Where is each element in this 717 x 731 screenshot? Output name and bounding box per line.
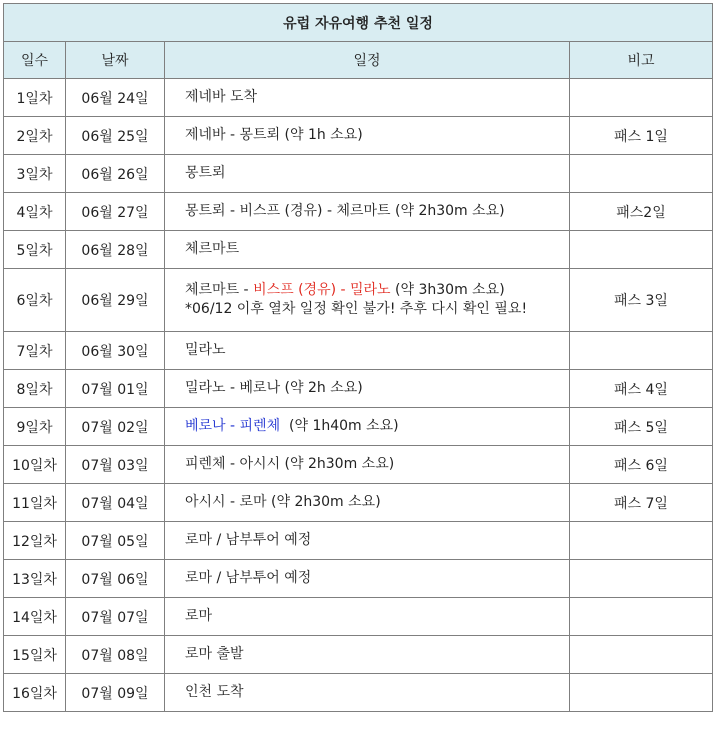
table-row (4, 408, 713, 446)
cell-day: 7일차 (4, 332, 66, 370)
schedule-highlight-red: 비스프 (경유) - 밀라노 (253, 282, 391, 298)
schedule-text: (약 3h30m 소요) (390, 282, 505, 298)
table-row (4, 117, 713, 155)
cell-date: 06월 28일 (66, 231, 165, 269)
cell-note (570, 522, 713, 560)
cell-note: 패스 6일 (570, 446, 713, 484)
table-row (4, 332, 713, 370)
cell-schedule: 로마 / 남부투어 예정 (165, 522, 570, 560)
cell-note (570, 79, 713, 117)
cell-date: 07월 01일 (66, 370, 165, 408)
cell-day: 13일차 (4, 560, 66, 598)
itinerary-table (3, 3, 713, 712)
table-header-row (4, 42, 713, 79)
cell-day: 9일차 (4, 408, 66, 446)
table-row (4, 231, 713, 269)
cell-note (570, 560, 713, 598)
cell-day: 8일차 (4, 370, 66, 408)
table-row (4, 155, 713, 193)
cell-schedule: 제네바 - 몽트뢰 (약 1h 소요) (165, 117, 570, 155)
cell-note (570, 636, 713, 674)
cell-schedule: 체르마트 (165, 231, 570, 269)
schedule-warning-note: *06/12 이후 열차 일정 확인 불가! 추후 다시 확인 필요! (185, 301, 528, 317)
cell-note: 패스 5일 (570, 408, 713, 446)
cell-schedule: 제네바 도착 (165, 79, 570, 117)
cell-date: 07월 02일 (66, 408, 165, 446)
cell-schedule: 밀라노 - 베로나 (약 2h 소요) (165, 370, 570, 408)
cell-date: 07월 06일 (66, 560, 165, 598)
cell-day: 3일차 (4, 155, 66, 193)
cell-date: 07월 05일 (66, 522, 165, 560)
cell-date: 07월 08일 (66, 636, 165, 674)
table-row (4, 269, 713, 332)
cell-day: 10일차 (4, 446, 66, 484)
cell-schedule: 아시시 - 로마 (약 2h30m 소요) (165, 484, 570, 522)
cell-date: 06월 25일 (66, 117, 165, 155)
itinerary-table-container (3, 3, 713, 712)
cell-day: 2일차 (4, 117, 66, 155)
cell-schedule: 로마 (165, 598, 570, 636)
schedule-highlight-blue: 베로나 - 피렌체 (185, 418, 281, 434)
cell-date: 07월 03일 (66, 446, 165, 484)
table-title-row (4, 4, 713, 42)
cell-day: 6일차 (4, 269, 66, 332)
cell-schedule: 밀라노 (165, 332, 570, 370)
cell-date: 06월 26일 (66, 155, 165, 193)
table-row (4, 79, 713, 117)
cell-note: 패스 3일 (570, 269, 713, 332)
header-schedule: 일정 (165, 42, 570, 79)
schedule-text: 체르마트 - (185, 282, 254, 298)
table-row (4, 370, 713, 408)
table-row (4, 484, 713, 522)
cell-schedule: 피렌체 - 아시시 (약 2h30m 소요) (165, 446, 570, 484)
cell-date: 06월 24일 (66, 79, 165, 117)
cell-day: 14일차 (4, 598, 66, 636)
cell-day: 12일차 (4, 522, 66, 560)
cell-note (570, 155, 713, 193)
cell-note (570, 332, 713, 370)
cell-schedule: 몽트뢰 - 비스프 (경유) - 체르마트 (약 2h30m 소요) (165, 193, 570, 231)
table-row (4, 598, 713, 636)
cell-day: 5일차 (4, 231, 66, 269)
table-row (4, 522, 713, 560)
cell-day: 4일차 (4, 193, 66, 231)
header-note: 비고 (570, 42, 713, 79)
cell-date: 07월 09일 (66, 674, 165, 712)
table-row (4, 674, 713, 712)
cell-day: 1일차 (4, 79, 66, 117)
cell-note: 패스 4일 (570, 370, 713, 408)
cell-date: 07월 07일 (66, 598, 165, 636)
table-row (4, 193, 713, 231)
cell-date: 06월 27일 (66, 193, 165, 231)
table-row (4, 560, 713, 598)
table-title: 유럽 자유여행 추천 일정 (4, 4, 713, 42)
cell-date: 06월 29일 (66, 269, 165, 332)
cell-date: 06월 30일 (66, 332, 165, 370)
cell-note (570, 231, 713, 269)
cell-note: 패스 1일 (570, 117, 713, 155)
table-row (4, 636, 713, 674)
cell-note (570, 674, 713, 712)
cell-note (570, 598, 713, 636)
schedule-text: (약 1h40m 소요) (280, 418, 399, 434)
cell-note: 패스 7일 (570, 484, 713, 522)
cell-schedule: 로마 / 남부투어 예정 (165, 560, 570, 598)
cell-schedule: 몽트뢰 (165, 155, 570, 193)
cell-note: 패스2일 (570, 193, 713, 231)
cell-schedule: 인천 도착 (165, 674, 570, 712)
cell-schedule (165, 408, 570, 446)
header-date: 날짜 (66, 42, 165, 79)
header-day: 일수 (4, 42, 66, 79)
cell-day: 16일차 (4, 674, 66, 712)
cell-schedule (165, 269, 570, 332)
cell-schedule: 로마 출발 (165, 636, 570, 674)
cell-date: 07월 04일 (66, 484, 165, 522)
table-row (4, 446, 713, 484)
cell-day: 15일차 (4, 636, 66, 674)
cell-day: 11일차 (4, 484, 66, 522)
